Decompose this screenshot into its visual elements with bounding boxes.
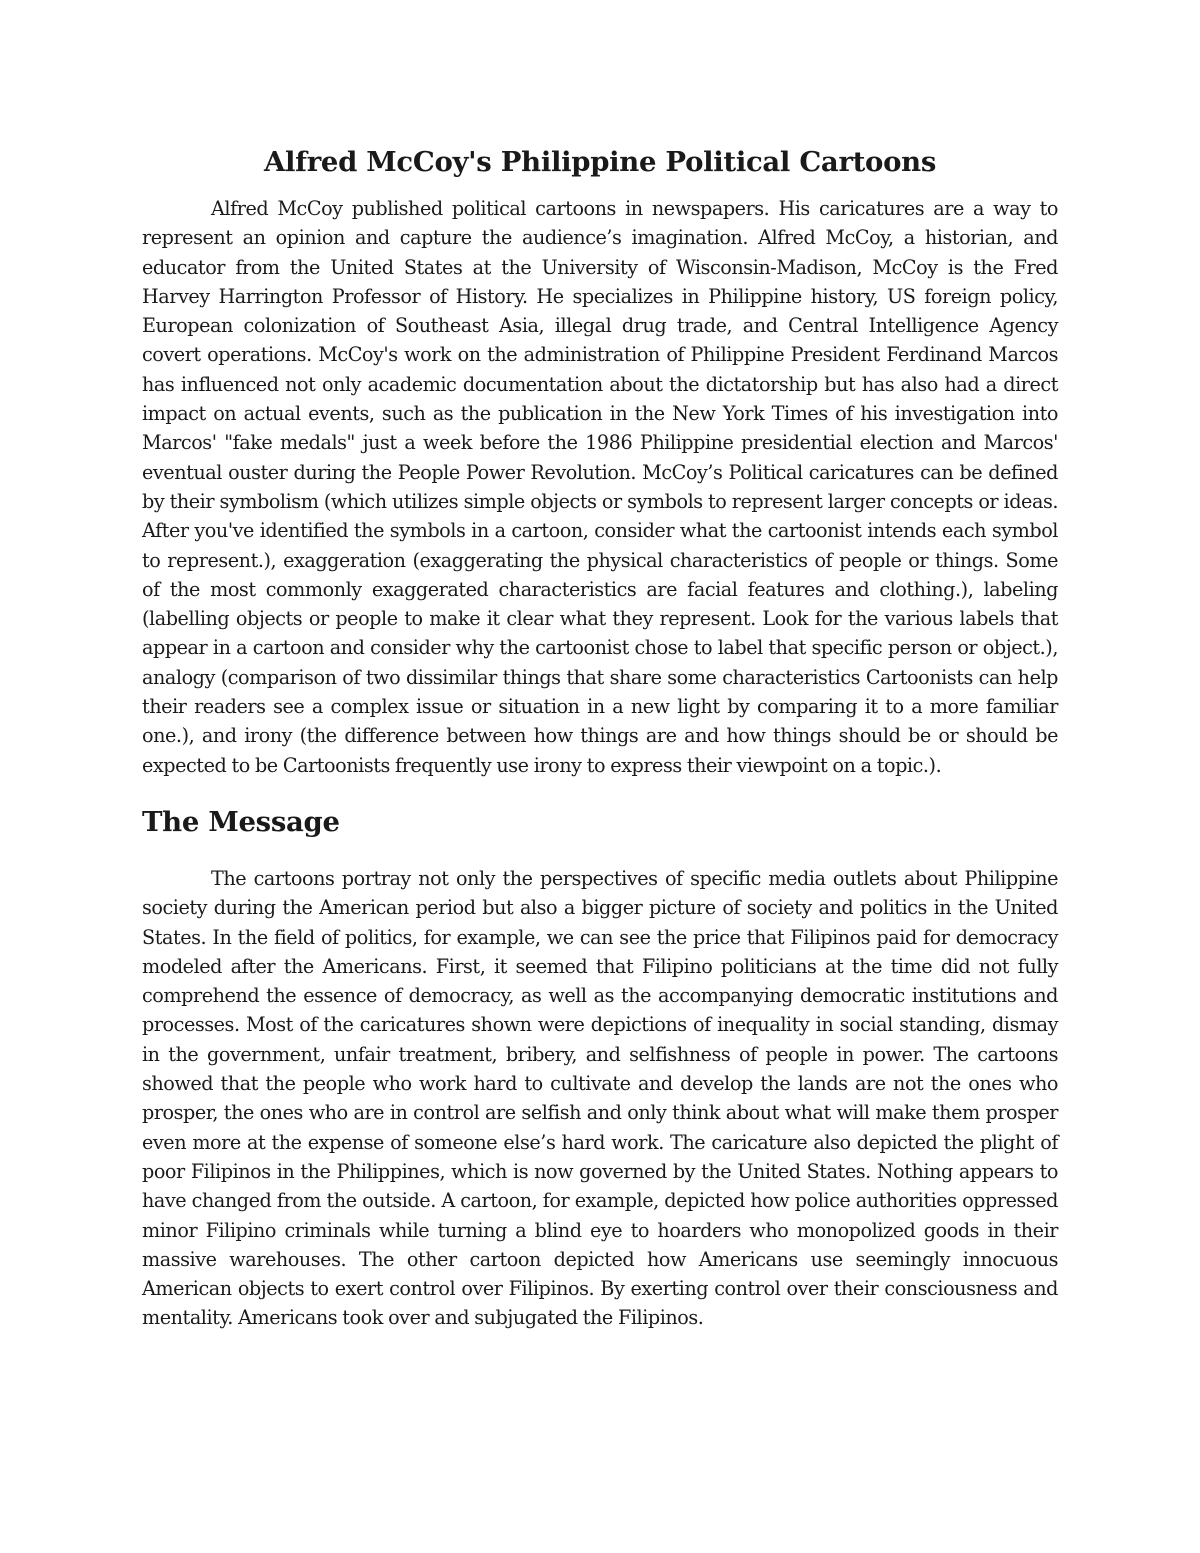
section-heading-the-message: The Message: [142, 805, 340, 838]
intro-paragraph: Alfred McCoy published political cartoons in newspapers. His caricatures are a way to represent an opinion and capture the audience’s imagination. Alfred McCoy, a historian, and educator from the United States at the University of Wisconsin-Madison, McCoy is the Fred Harvey Harrington Professor of History. He specializes in Philippine history, US foreign policy, European colonization of Southeast Asia, illegal drug trade, and Central Intelligence Agency covert operations. McCoy's work on the administration of Philippine President Ferdinand Marcos has influenced not only academic documentation about the dictatorship but has also had a direct impact on actual events, such as the publication in the New York Times of his investigation into Marcos' "fake medals" just a week before the 1986 Philippine presidential election and Marcos' eventual ouster during the People Power Revolution. McCoy’s Political caricatures can be defined by their symbolism (which utilizes simple objects or symbols to represent larger concepts or ideas. After you've identified the symbols in a cartoon, consider what the cartoonist intends each symbol to represent.), exaggeration (exaggerating the physical characteristics of people or things. Some of the most commonly exaggerated characteristics are facial features and clothing.), labeling (labelling objects or people to make it clear what they represent. Look for the various labels that appear in a cartoon and consider why the cartoonist chose to label that specific person or object.), analogy (comparison of two dissimilar things that share some characteristics Cartoonists can help their readers see a complex issue or situation in a new light by comparing it to a more familiar one.), and irony (the difference between how things are and how things should be or should be expected to be Cartoonists frequently use irony to express their viewpoint on a topic.).: [142, 197, 1058, 777]
document-body: [142, 142, 1058, 1333]
document-title: Alfred McCoy's Philippine Political Cartoons: [263, 146, 937, 178]
message-paragraph: The cartoons portray not only the perspectives of specific media outlets about Philippine society during the American period but also a bigger picture of society and politics in the United States. In the field of politics, for example, we can see the price that Filipinos paid for democracy modeled after the Americans. First, it seemed that Filipino politicians at the time did not fully comprehend the essence of democracy, as well as the accompanying democratic institutions and processes. Most of the caricatures shown were depictions of inequality in social standing, dismay in the government, unfair treatment, bribery, and selfishness of people in power. The cartoons showed that the people who work hard to cultivate and develop the lands are not the ones who prosper, the ones who are in control are selfish and only think about what will make them prosper even more at the expense of someone else’s hard work. The caricature also depicted the plight of poor Filipinos in the Philippines, which is now governed by the United States. Nothing appears to have changed from the outside. A cartoon, for example, depicted how police authorities oppressed minor Filipino criminals while turning a blind eye to hoarders who monopolized goods in their massive warehouses. The other cartoon depicted how Americans use seemingly innocuous American objects to exert control over Filipinos. By exerting control over their consciousness and mentality. Americans took over and subjugated the Filipinos.: [142, 866, 1058, 1330]
